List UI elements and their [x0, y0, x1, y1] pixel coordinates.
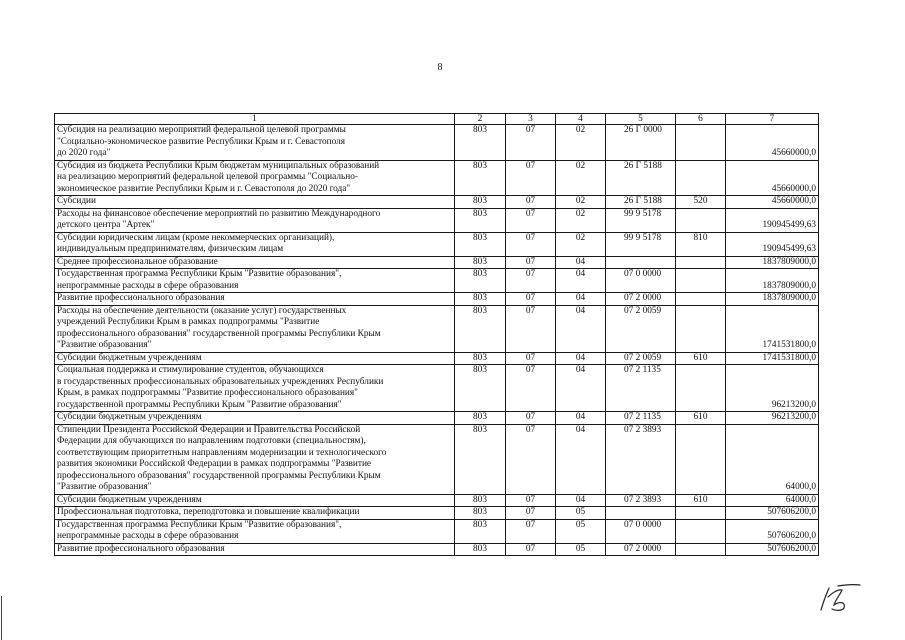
item-name-line: Субсидии юридическим лицам (кроме некоммерческих организаций),: [57, 232, 335, 243]
item-name-line: развития экономики Российской Федерации в рамках подпрограммы "Развитие: [57, 459, 372, 469]
table-row: [55, 196, 819, 209]
expense-type-cell: [676, 543, 726, 556]
razdel-cell: 07: [506, 424, 556, 494]
expense-type-cell: [676, 365, 726, 412]
podrazdel-cell: 04: [556, 293, 606, 306]
podrazdel-cell: 02: [556, 160, 606, 196]
target-article-cell: [606, 256, 676, 269]
column-number: 1: [55, 114, 455, 125]
podrazdel-cell: 04: [556, 256, 606, 269]
handwritten-signature: [818, 583, 862, 613]
table-row: [55, 160, 819, 196]
item-name-line: экономическое развитие Республики Крым и г. Севастополя до 2020 года": [57, 183, 351, 194]
column-number: 3: [506, 114, 556, 125]
grbs-cell: 803: [455, 305, 506, 352]
target-article-cell: 07 2 1135: [606, 365, 676, 412]
item-name-line: на реализацию мероприятий федеральной целевой программы "Социально-: [57, 172, 358, 182]
item-name-line: соответствующим приоритетным направлениям модернизации и технологического: [57, 447, 387, 458]
target-article-cell: 07 2 0059: [606, 305, 676, 352]
item-name-cell: [55, 196, 455, 209]
item-name-line: Субсидии бюджетным учреждениям: [57, 494, 202, 505]
column-number: 6: [676, 114, 726, 125]
target-article-cell: 26 Г 0000: [606, 125, 676, 161]
grbs-cell: 803: [455, 232, 506, 256]
razdel-cell: 07: [506, 160, 556, 196]
amount-cell: 45660000,0: [726, 125, 819, 161]
razdel-cell: 07: [506, 352, 556, 365]
item-name-line: Субсидии бюджетным учреждениям: [57, 412, 202, 422]
budget-table: [54, 113, 819, 556]
razdel-cell: 07: [506, 232, 556, 256]
razdel-cell: 07: [506, 494, 556, 507]
grbs-cell: 803: [455, 424, 506, 494]
item-name-line: Государственная программа Республики Крым "Развитие образования",: [57, 269, 342, 279]
item-name-line: непрограммные расходы в сфере образования: [57, 280, 239, 291]
amount-cell: 64000,0: [726, 424, 819, 494]
item-name-line: Среднее профессиональное образование: [57, 256, 218, 267]
grbs-cell: 803: [455, 543, 506, 556]
item-name-line: Стипендии Президента Российской Федерации и Правительства Российской: [57, 424, 361, 435]
podrazdel-cell: 02: [556, 196, 606, 209]
table-row: [55, 208, 819, 232]
target-article-cell: 07 2 3893: [606, 494, 676, 507]
amount-cell: 1741531800,0: [726, 305, 819, 352]
grbs-cell: 803: [455, 269, 506, 293]
target-article-cell: 07 2 3893: [606, 424, 676, 494]
item-name-line: "Развитие образования": [57, 482, 152, 492]
grbs-cell: 803: [455, 507, 506, 520]
item-name-line: Федерации для обучающихся по направлениям подготовки (специальностям),: [57, 436, 366, 446]
amount-cell: 64000,0: [726, 494, 819, 507]
item-name-line: Развитие профессионального образования: [57, 543, 225, 554]
column-number: 5: [606, 114, 676, 125]
grbs-cell: 803: [455, 352, 506, 365]
podrazdel-cell: 02: [556, 232, 606, 256]
grbs-cell: 803: [455, 494, 506, 507]
podrazdel-cell: 05: [556, 507, 606, 520]
amount-cell: 507606200,0: [726, 507, 819, 520]
table-row: [55, 305, 819, 352]
grbs-cell: 803: [455, 293, 506, 306]
expense-type-cell: 610: [676, 412, 726, 425]
expense-type-cell: 610: [676, 352, 726, 365]
item-name-line: Субсидия из бюджета Республики Крым бюджетам муниципальных образований: [57, 160, 380, 171]
expense-type-cell: [676, 160, 726, 196]
item-name-line: Развитие профессионального образования: [57, 293, 225, 303]
target-article-cell: 07 2 1135: [606, 412, 676, 425]
item-name-line: государственной программы Республики Крым "Развитие образования": [57, 399, 342, 410]
podrazdel-cell: 02: [556, 125, 606, 161]
expense-type-cell: [676, 125, 726, 161]
column-number: 4: [556, 114, 606, 125]
expense-type-cell: 610: [676, 494, 726, 507]
podrazdel-cell: 04: [556, 352, 606, 365]
item-name-cell: [55, 519, 455, 543]
table-row: [55, 256, 819, 269]
item-name-cell: [55, 232, 455, 256]
amount-cell: 1837809000,0: [726, 256, 819, 269]
table-row: [55, 293, 819, 306]
table-row: [55, 412, 819, 425]
target-article-cell: 99 9 5178: [606, 232, 676, 256]
item-name-cell: [55, 365, 455, 412]
item-name-cell: [55, 543, 455, 556]
expense-type-cell: [676, 519, 726, 543]
razdel-cell: 07: [506, 196, 556, 209]
razdel-cell: 07: [506, 293, 556, 306]
item-name-line: непрограммные расходы в сфере образования: [57, 531, 239, 541]
grbs-cell: 803: [455, 160, 506, 196]
amount-cell: 96213200,0: [726, 365, 819, 412]
amount-cell: 45660000,0: [726, 196, 819, 209]
item-name-line: "Социально-экономическое развитие Республики Крым и г. Севастополя: [57, 136, 346, 147]
item-name-cell: [55, 256, 455, 269]
table-row: [55, 507, 819, 520]
target-article-cell: 07 2 0000: [606, 543, 676, 556]
podrazdel-cell: 04: [556, 494, 606, 507]
expense-type-cell: 810: [676, 232, 726, 256]
table-row: [55, 424, 819, 494]
item-name-cell: [55, 412, 455, 425]
razdel-cell: 07: [506, 125, 556, 161]
razdel-cell: 07: [506, 305, 556, 352]
amount-cell: 507606200,0: [726, 543, 819, 556]
expense-type-cell: [676, 293, 726, 306]
item-name-line: учреждений Республики Крым в рамках подпрограммы "Развитие: [57, 317, 320, 327]
item-name-cell: [55, 208, 455, 232]
table-row: [55, 543, 819, 556]
razdel-cell: 07: [506, 412, 556, 425]
item-name-line: Профессиональная подготовка, переподготовка и повышение квалификации: [57, 507, 360, 517]
expense-type-cell: [676, 256, 726, 269]
amount-cell: 507606200,0: [726, 519, 819, 543]
item-name-line: профессионального образования" государственной программы Республики Крым: [57, 328, 381, 339]
target-article-cell: 07 0 0000: [606, 269, 676, 293]
table-row: [55, 352, 819, 365]
item-name-cell: [55, 305, 455, 352]
item-name-line: Расходы на обеспечение деятельности (оказание услуг) государственных: [57, 305, 347, 316]
expense-type-cell: [676, 305, 726, 352]
grbs-cell: 803: [455, 519, 506, 543]
grbs-cell: 803: [455, 208, 506, 232]
item-name-cell: [55, 494, 455, 507]
expense-type-cell: 520: [676, 196, 726, 209]
amount-cell: 1837809000,0: [726, 293, 819, 306]
amount-cell: 190945499,63: [726, 232, 819, 256]
grbs-cell: 803: [455, 412, 506, 425]
item-name-line: Субсидия на реализацию мероприятий федеральной целевой программы: [57, 125, 346, 135]
podrazdel-cell: 04: [556, 305, 606, 352]
target-article-cell: 07 2 0059: [606, 352, 676, 365]
amount-cell: 190945499,63: [726, 208, 819, 232]
item-name-line: Крым, в рамках подпрограммы "Развитие профессионального образования": [57, 388, 358, 398]
expense-type-cell: [676, 507, 726, 520]
item-name-cell: [55, 160, 455, 196]
page-number: 8: [437, 62, 443, 73]
podrazdel-cell: 04: [556, 365, 606, 412]
podrazdel-cell: 05: [556, 519, 606, 543]
table-row: [55, 519, 819, 543]
margin-mark: [1, 596, 2, 640]
table-row: [55, 365, 819, 412]
podrazdel-cell: 04: [556, 424, 606, 494]
razdel-cell: 07: [506, 519, 556, 543]
amount-cell: 96213200,0: [726, 412, 819, 425]
grbs-cell: 803: [455, 256, 506, 269]
podrazdel-cell: 04: [556, 412, 606, 425]
razdel-cell: 07: [506, 365, 556, 412]
target-article-cell: [606, 507, 676, 520]
item-name-line: детского центра "Артек": [57, 220, 155, 230]
table-row: [55, 232, 819, 256]
razdel-cell: 07: [506, 507, 556, 520]
item-name-cell: [55, 125, 455, 161]
item-name-line: Субсидии: [57, 196, 97, 206]
table-row: [55, 494, 819, 507]
target-article-cell: 99 9 5178: [606, 208, 676, 232]
item-name-line: индивидуальным предпринимателям, физическим лицам: [57, 244, 284, 254]
podrazdel-cell: 05: [556, 543, 606, 556]
item-name-line: в государственных профессиональных образовательных учреждениях Республики: [57, 376, 384, 387]
razdel-cell: 07: [506, 256, 556, 269]
razdel-cell: 07: [506, 208, 556, 232]
razdel-cell: 07: [506, 543, 556, 556]
item-name-line: Государственная программа Республики Крым "Развитие образования",: [57, 519, 342, 530]
table-row: [55, 125, 819, 161]
expense-type-cell: [676, 424, 726, 494]
target-article-cell: 07 2 0000: [606, 293, 676, 306]
item-name-line: Расходы на финансовое обеспечение мероприятий по развитию Международного: [57, 208, 381, 219]
amount-cell: 1837809000,0: [726, 269, 819, 293]
column-number: 2: [455, 114, 506, 125]
target-article-cell: 26 Г 5188: [606, 160, 676, 196]
item-name-cell: [55, 352, 455, 365]
grbs-cell: 803: [455, 196, 506, 209]
amount-cell: 1741531800,0: [726, 352, 819, 365]
amount-cell: 45660000,0: [726, 160, 819, 196]
grbs-cell: 803: [455, 365, 506, 412]
item-name-cell: [55, 424, 455, 494]
podrazdel-cell: 02: [556, 208, 606, 232]
item-name-cell: [55, 293, 455, 306]
item-name-cell: [55, 507, 455, 520]
table-body: [55, 114, 819, 556]
item-name-line: профессионального образования" государственной программы Республики Крым: [57, 470, 381, 481]
item-name-line: "Развитие образования": [57, 340, 152, 350]
column-number-row: [55, 114, 819, 125]
item-name-line: Социальная поддержка и стимулирование студентов, обучающихся: [57, 365, 324, 375]
grbs-cell: 803: [455, 125, 506, 161]
column-number: 7: [726, 114, 819, 125]
target-article-cell: 07 0 0000: [606, 519, 676, 543]
expense-type-cell: [676, 269, 726, 293]
expense-type-cell: [676, 208, 726, 232]
target-article-cell: 26 Г 5188: [606, 196, 676, 209]
razdel-cell: 07: [506, 269, 556, 293]
item-name-cell: [55, 269, 455, 293]
item-name-line: до 2020 года": [57, 148, 111, 158]
item-name-line: Субсидии бюджетным учреждениям: [57, 352, 202, 363]
table-row: [55, 269, 819, 293]
podrazdel-cell: 04: [556, 269, 606, 293]
